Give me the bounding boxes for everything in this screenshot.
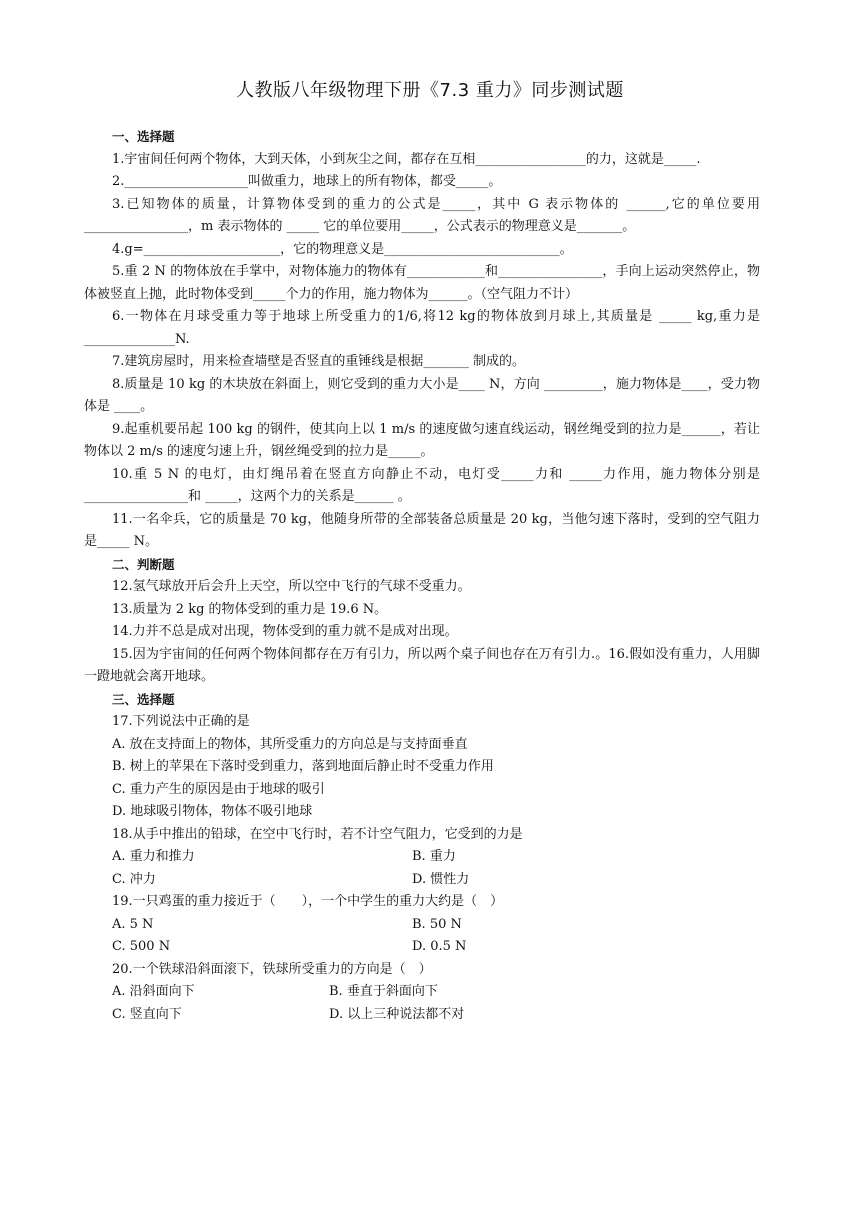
question-17-option-a: A. 放在支持面上的物体，其所受重力的方向总是与支持面垂直 <box>112 736 468 752</box>
question-19-option-d: D. 0.5 N <box>412 939 467 954</box>
question-2: 2.___________________叫做重力，地球上的所有物体，都受_____。 <box>112 174 502 189</box>
question-18-option-b: B. 重力 <box>412 849 456 864</box>
question-5: 5.重 2 N 的物体放在手掌中，对物体施力的物体有____________和________________，手向上运动突然停止，物体被竖直上抛，此时物体受到_____个力的作用，施力物体为______。（空气阻力不计） <box>84 264 760 302</box>
question-19-stem: 19.一只鸡蛋的重力接近于（ ），一个中学生的重力大约是（ ） <box>112 894 504 909</box>
question-18-option-a: A. 重力和推力 <box>112 849 195 864</box>
question-12: 12.氢气球放开后会升上天空，所以空中飞行的气球不受重力。 <box>112 579 471 594</box>
question-17-option-b: B. 树上的苹果在下落时受到重力，落到地面后静止时不受重力作用 <box>112 759 494 774</box>
question-13: 13.质量为 2 kg 的物体受到的重力是 19.6 N。 <box>112 601 388 617</box>
question-8: 8.质量是 10 kg 的木块放在斜面上，则它受到的重力大小是____ N，方向 _________，施力物体是____，受力物体是 ____。 <box>84 376 760 414</box>
question-6: 6.一物体在月球受重力等于地球上所受重力的1/6,将12 kg的物体放到月球上,其质量是 _____ kg,重力是 ______________N. <box>84 309 760 347</box>
question-20-option-b: B. 垂直于斜面向下 <box>329 984 438 999</box>
question-17-stem: 17.下列说法中正确的是 <box>112 714 250 729</box>
section-heading-judgement: 二、判断题 <box>112 556 175 572</box>
section-heading-choice-3: 三、选择题 <box>112 691 175 707</box>
question-20-option-c: C. 竖直向下 <box>112 1006 182 1022</box>
question-17-option-c: C. 重力产生的原因是由于地球的吸引 <box>112 781 325 797</box>
question-20-options-row-1 <box>84 981 760 1004</box>
question-20-options-row-2 <box>84 1004 760 1027</box>
document-body <box>84 126 760 1026</box>
question-11: 11.一名伞兵，它的质量是 70 kg，他随身所带的全部装备总质量是 20 kg，当他匀速下落时，受到的空气阻力是_____ N。 <box>84 511 760 549</box>
question-20-option-d: D. 以上三种说法都不对 <box>329 1006 465 1022</box>
question-9: 9.起重机要吊起 100 kg 的钢件，使其向上以 1 m/s 的速度做匀速直线运动，钢丝绳受到的拉力是______，若让物体以 2 m/s 的速度匀速上升，钢丝绳受到的拉力是_____。 <box>84 421 760 459</box>
question-20-option-a: A. 沿斜面向下 <box>112 984 195 999</box>
question-18-option-c: C. 冲力 <box>112 871 156 887</box>
question-18-option-d: D. 惯性力 <box>412 871 470 887</box>
question-18-options-row-1 <box>84 846 760 869</box>
section-heading-choice-1: 一、选择题 <box>112 129 175 144</box>
question-20-stem: 20.一个铁球沿斜面滚下，铁球所受重力的方向是（ ） <box>112 961 432 977</box>
question-19-option-c: C. 500 N <box>112 939 171 954</box>
question-3: 3.已知物体的质量，计算物体受到的重力的公式是_____，其中 G 表示物体的 ______,它的单位要用________________，m 表示物体的 _____ 它的单位要用_____，公式表示的物理意义是_______。 <box>84 196 760 234</box>
question-1: 1.宇宙间任何两个物体，大到天体，小到灰尘之间，都存在互相_________________的力，这就是_____. <box>112 151 701 167</box>
question-7: 7.建筑房屋时，用来检查墙壁是否竖直的重锤线是根据_______ 制成的。 <box>112 354 526 369</box>
question-18-options-row-2 <box>84 869 760 892</box>
question-19-option-b: B. 50 N <box>412 916 462 932</box>
question-4: 4.g=_____________________，它的物理意义是___________________________。 <box>112 241 573 257</box>
question-10: 10.重 5 N 的电灯，由灯绳吊着在竖直方向静止不动，电灯受_____力和 _____力作用，施力物体分别是________________和 _____，这两个力的关系是______ 。 <box>84 466 760 504</box>
question-19-options-row-1 <box>84 914 760 937</box>
question-15: 15.因为宇宙间的任何两个物体间都存在万有引力，所以两个桌子间也存在万有引力.。16.假如没有重力，人用脚一蹬地就会离开地球。 <box>84 646 760 684</box>
question-14: 14.力并不总是成对出现，物体受到的重力就不是成对出现。 <box>112 624 458 639</box>
question-18-stem: 18.从手中推出的铅球，在空中飞行时，若不计空气阻力，它受到的力是 <box>112 826 523 842</box>
question-17-option-d: D. 地球吸引物体，物体不吸引地球 <box>112 804 313 819</box>
page-title: 人教版八年级物理下册《7.3 重力》同步测试题 <box>236 80 624 101</box>
question-19-options-row-2 <box>84 936 760 959</box>
question-19-option-a: A. 5 N <box>112 916 154 932</box>
